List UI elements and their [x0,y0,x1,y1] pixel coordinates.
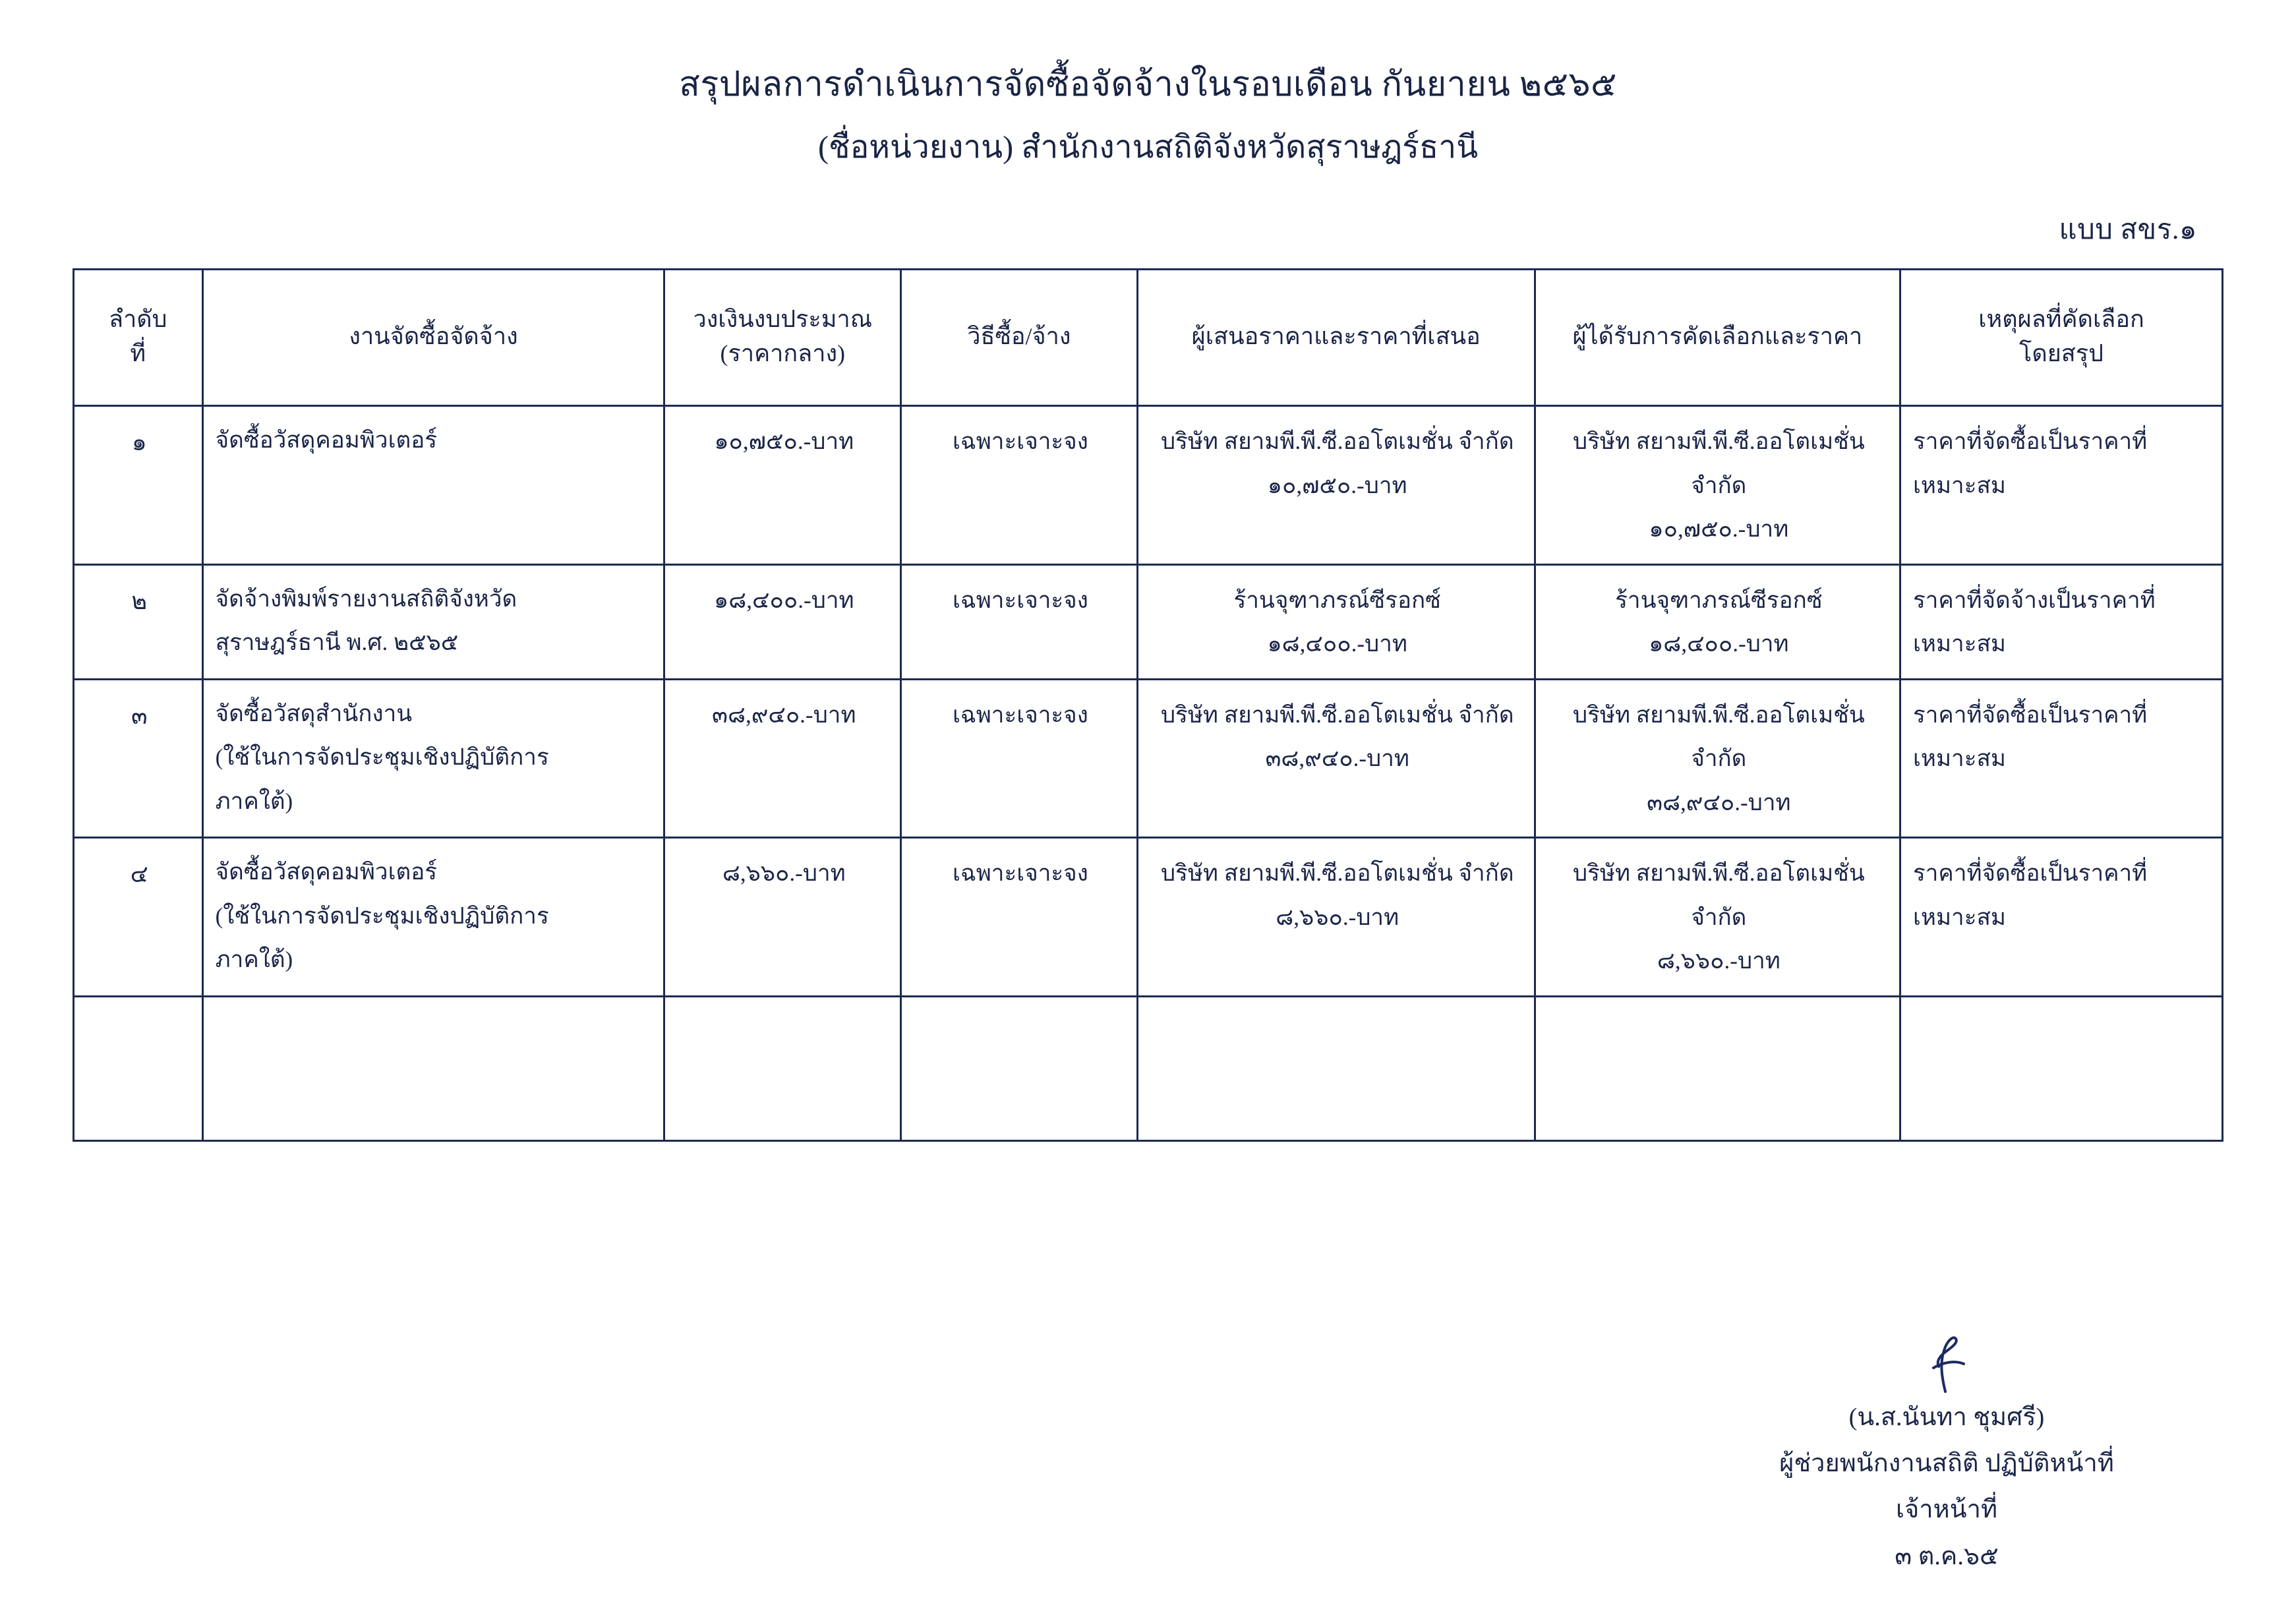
table-row [74,564,2223,679]
cell-reason [1900,679,2222,838]
work-line: จัดซื้อวัสดุสำนักงาน [215,700,413,726]
offer-line: ๑๐,๗๕๐.-บาท [1267,472,1407,498]
column-header-no [74,270,203,406]
work-line: จัดจ้างพิมพ์รายงานสถิติจังหวัด [215,585,517,612]
cell-empty [664,996,901,1140]
cell-empty [202,996,664,1140]
cell-budget: ๘,๖๖๐.-บาท [664,838,901,997]
winner-line: ๑๐,๗๕๐.-บาท [1649,516,1789,543]
cell-no: ๒ [74,564,203,679]
cell-winner [1535,838,1900,997]
reason-line: เหมาะสม [1912,904,2006,930]
column-header-reason [1900,270,2222,406]
column-header-method: วิธีซื้อ/จ้าง [901,270,1138,406]
reason-line: ราคาที่จัดซื้อเป็นราคาที่ [1912,701,2148,728]
signature-mark-icon [1703,1335,2191,1394]
winner-line: ร้านจุฑาภรณ์ซีรอกซ์ [1615,587,1823,613]
work-line: จัดซื้อวัสดุคอมพิวเตอร์ [215,427,438,454]
signature-position-line2: เจ้าหน้าที่ [1895,1496,1997,1524]
cell-empty [74,996,203,1140]
procurement-table-wrapper [73,268,2223,1142]
offer-line: บริษัท สยามพี.พี.ซี.ออโตเมชั่น จำกัด [1160,860,1514,887]
winner-line: ๘,๖๖๐.-บาท [1657,948,1781,974]
reason-line: เหมาะสม [1912,631,2006,657]
offer-line: ๑๘,๔๐๐.-บาท [1267,631,1407,657]
cell-empty [1900,996,2222,1140]
cell-no: ๓ [74,679,203,838]
winner-line: บริษัท สยามพี.พี.ซี.ออโตเมชั่น จำกัด [1572,860,1865,930]
work-line: จัดซื้อวัสดุคอมพิวเตอร์ [215,859,438,885]
column-header-no-line2: ที่ [130,340,146,367]
column-header-reason-line2: โดยสรุป [2018,340,2104,367]
cell-empty [1535,996,1900,1140]
cell-no: ๔ [74,838,203,997]
work-line: (ใช้ในการจัดประชุมเชิงปฏิบัติการ [215,902,549,929]
column-header-work: งานจัดซื้อจัดจ้าง [202,270,664,406]
cell-work [202,838,664,997]
cell-method: เฉพาะเจาะจง [901,679,1138,838]
reason-line: ราคาที่จัดจ้างเป็นราคาที่ [1912,587,2156,613]
column-header-no-line1: ลำดับ [109,306,167,333]
work-line: สุราษฎร์ธานี พ.ศ. ๒๕๖๕ [215,630,459,656]
cell-budget: ๑๘,๔๐๐.-บาท [664,564,901,679]
cell-winner [1535,406,1900,565]
work-line: ภาคใต้) [215,947,293,973]
cell-winner [1535,564,1900,679]
cell-budget: ๑๐,๗๕๐.-บาท [664,406,901,565]
table-row [74,406,2223,565]
reason-line: ราคาที่จัดซื้อเป็นราคาที่ [1912,860,2148,887]
reason-line: ราคาที่จัดซื้อเป็นราคาที่ [1912,428,2148,455]
winner-line: บริษัท สยามพี.พี.ซี.ออโตเมชั่น จำกัด [1572,701,1865,772]
reason-line: เหมาะสม [1912,746,2006,772]
cell-reason [1900,838,2222,997]
signature-block [1703,1335,2191,1579]
column-header-winner: ผู้ได้รับการคัดเลือกและราคา [1535,270,1900,406]
column-header-budget [664,270,901,406]
cell-work [202,564,664,679]
column-header-offer: ผู้เสนอราคาและราคาที่เสนอ [1137,270,1535,406]
document-header [0,0,2296,168]
column-header-budget-line1: วงเงินงบประมาณ [693,306,873,333]
signature-position-line1: ผู้ช่วยพนักงานสถิติ ปฏิบัติหน้าที่ [1779,1450,2114,1478]
table-row-empty [74,996,2223,1140]
cell-method: เฉพาะเจาะจง [901,564,1138,679]
cell-offer [1137,564,1535,679]
table-body [74,406,2223,1141]
table-header-row [74,270,2223,406]
cell-reason [1900,406,2222,565]
page-subtitle: (ชื่อหน่วยงาน) สำนักงานสถิติจังหวัดสุราษฎร์ธานี [817,130,1479,165]
offer-line: บริษัท สยามพี.พี.ซี.ออโตเมชั่น จำกัด [1160,701,1514,728]
cell-empty [901,996,1138,1140]
cell-winner [1535,679,1900,838]
table-row [74,838,2223,997]
offer-line: บริษัท สยามพี.พี.ซี.ออโตเมชั่น จำกัด [1160,428,1514,455]
procurement-table [73,268,2223,1142]
reason-line: เหมาะสม [1912,472,2006,498]
cell-budget: ๓๘,๙๔๐.-บาท [664,679,901,838]
winner-line: ๓๘,๙๔๐.-บาท [1647,789,1791,815]
cell-reason [1900,564,2222,679]
page-title: สรุปผลการดำเนินการจัดซื้อจัดจ้างในรอบเดือน กันยายน ๒๕๖๕ [679,66,1617,103]
cell-method: เฉพาะเจาะจง [901,406,1138,565]
offer-line: ๘,๖๖๐.-บาท [1276,904,1399,930]
offer-line: ๓๘,๙๔๐.-บาท [1265,746,1409,772]
cell-empty [1137,996,1535,1140]
signature-date: ๓ ต.ค.๖๕ [1895,1542,1999,1570]
cell-method: เฉพาะเจาะจง [901,838,1138,997]
cell-work [202,679,664,838]
cell-no: ๑ [74,406,203,565]
winner-line: ๑๘,๔๐๐.-บาท [1649,631,1789,657]
work-line: ภาคใต้) [215,788,293,814]
cell-work [202,406,664,565]
column-header-budget-line2: (ราคากลาง) [720,340,846,367]
cell-offer [1137,679,1535,838]
cell-offer [1137,838,1535,997]
work-line: (ใช้ในการจัดประชุมเชิงปฏิบัติการ [215,744,549,771]
table-row [74,679,2223,838]
cell-offer [1137,406,1535,565]
signature-name: (น.ส.นันทา ชุมศรี) [1848,1403,2045,1431]
column-header-reason-line1: เหตุผลที่คัดเลือก [1978,306,2144,333]
form-code: แบบ สขร.๑ [2059,215,2197,246]
offer-line: ร้านจุฑาภรณ์ซีรอกซ์ [1233,587,1441,613]
winner-line: บริษัท สยามพี.พี.ซี.ออโตเมชั่น จำกัด [1572,428,1865,498]
